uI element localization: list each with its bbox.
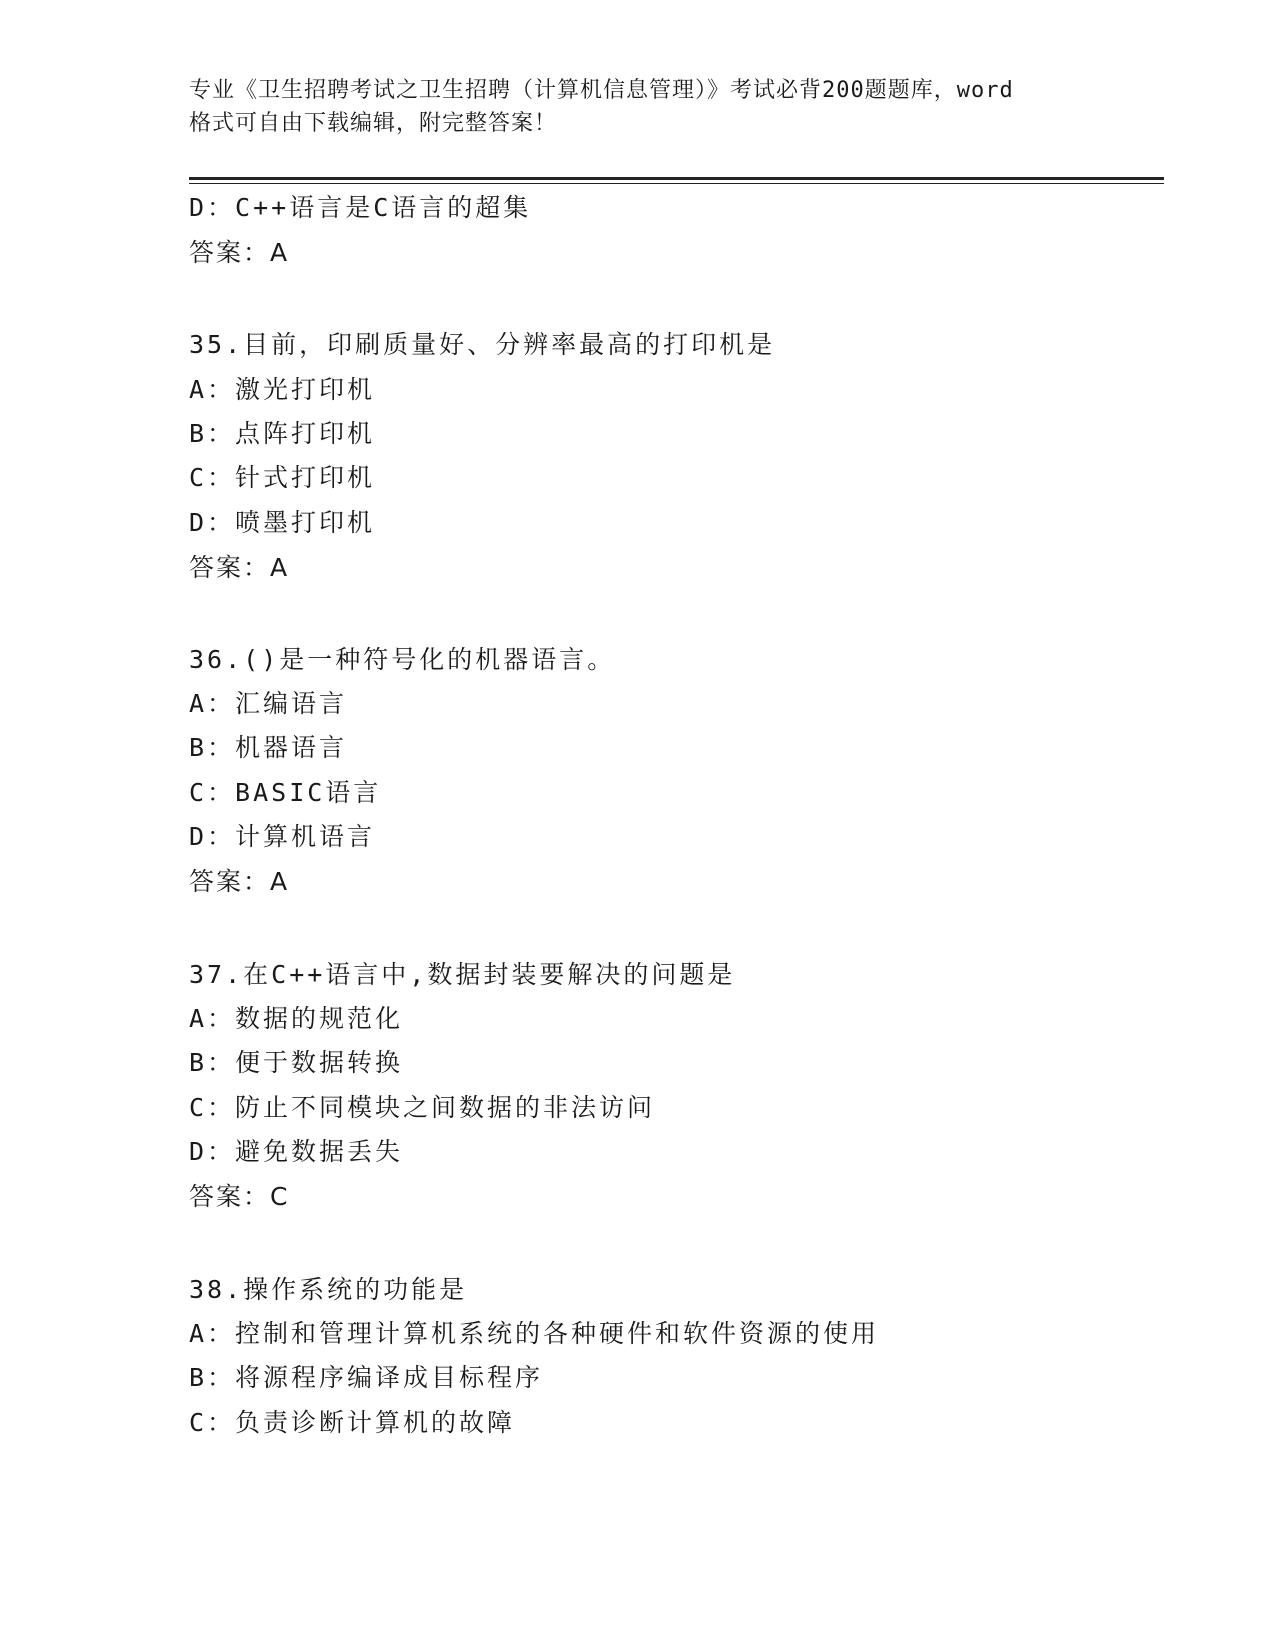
option-d-q35: D：喷墨打印机 bbox=[189, 508, 376, 537]
option-b-q37: B：便于数据转换 bbox=[189, 1048, 404, 1077]
option-a-q37: A：数据的规范化 bbox=[189, 1004, 404, 1033]
header-line-2: 格式可自由下载编辑，附完整答案！ bbox=[189, 111, 558, 136]
option-c-q38: C：负责诊断计算机的故障 bbox=[189, 1408, 516, 1437]
header-line-1: 专业《卫生招聘考试之卫生招聘（计算机信息管理）》考试必背200题题库，word bbox=[189, 78, 1014, 103]
question-38: 38.操作系统的功能是 bbox=[189, 1275, 468, 1304]
option-b-q35: B：点阵打印机 bbox=[189, 419, 376, 448]
option-c-q36: C：BASIC语言 bbox=[189, 778, 382, 807]
answer-q35: 答案：A bbox=[189, 553, 290, 582]
answer-q36: 答案：A bbox=[189, 867, 290, 896]
answer-q37: 答案：C bbox=[189, 1182, 290, 1211]
option-d-q37: D：避免数据丢失 bbox=[189, 1137, 404, 1166]
option-c-q35: C：针式打印机 bbox=[189, 463, 376, 492]
option-d-q36: D：计算机语言 bbox=[189, 822, 376, 851]
option-c-q37: C：防止不同模块之间数据的非法访问 bbox=[189, 1093, 656, 1122]
option-b-q38: B：将源程序编译成目标程序 bbox=[189, 1363, 544, 1392]
header-divider-thin bbox=[189, 183, 1164, 184]
question-36: 36.()是一种符号化的机器语言。 bbox=[189, 645, 616, 674]
document-header bbox=[189, 74, 1089, 140]
answer-q34: 答案：A bbox=[189, 238, 290, 267]
option-a-q38: A：控制和管理计算机系统的各种硬件和软件资源的使用 bbox=[189, 1319, 880, 1348]
question-37: 37.在C++语言中,数据封装要解决的问题是 bbox=[189, 960, 736, 989]
header-divider-thick bbox=[189, 177, 1164, 180]
option-d-q34: D：C++语言是C语言的超集 bbox=[189, 193, 532, 222]
option-b-q36: B：机器语言 bbox=[189, 733, 348, 762]
option-a-q35: A：激光打印机 bbox=[189, 375, 376, 404]
option-a-q36: A：汇编语言 bbox=[189, 689, 348, 718]
question-35: 35.目前，印刷质量好、分辨率最高的打印机是 bbox=[189, 330, 776, 359]
